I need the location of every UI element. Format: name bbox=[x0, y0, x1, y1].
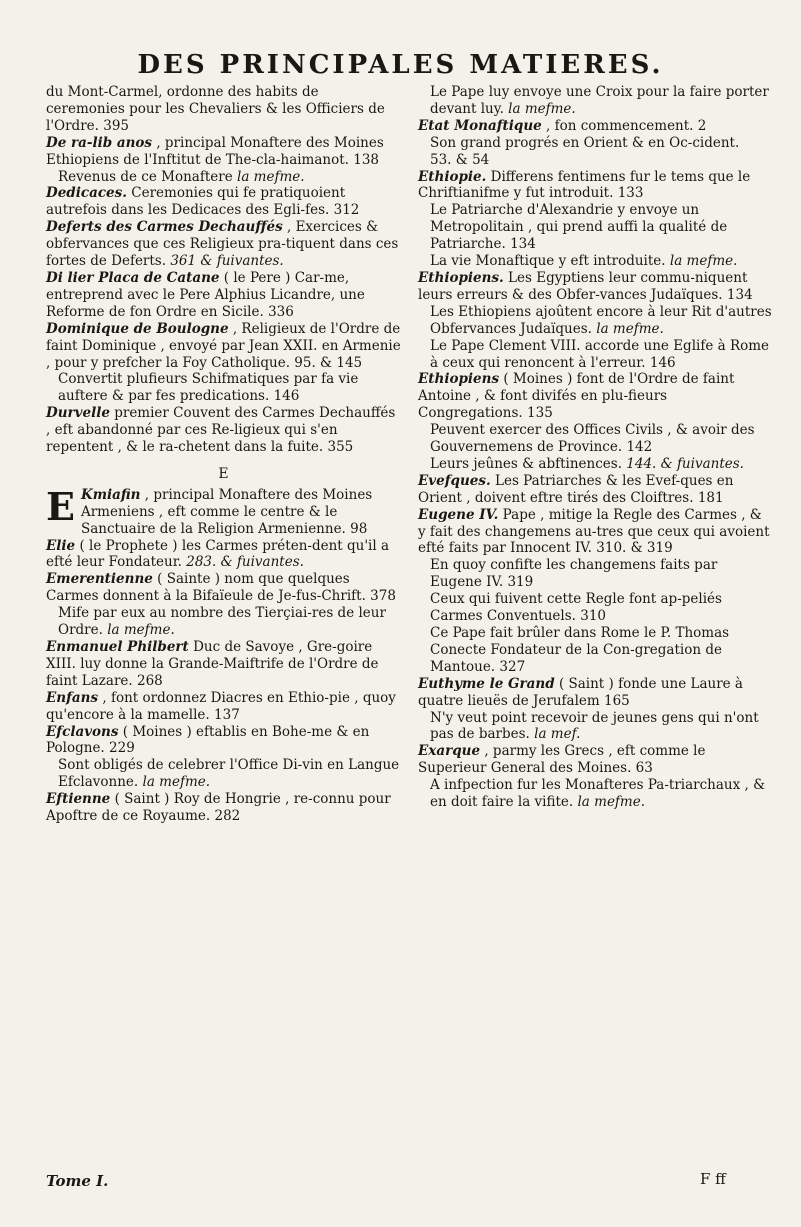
index-entry bbox=[46, 571, 401, 605]
page-reference: 327 bbox=[499, 658, 526, 675]
entry-heading: Dominique de Boulogne bbox=[46, 320, 229, 337]
volume-label: Tome I. bbox=[46, 1172, 109, 1190]
entry-heading: Enmanuel Philbert bbox=[46, 639, 189, 655]
entry-heading: Durvelle bbox=[46, 405, 110, 422]
entry-heading: De ra-lib anos bbox=[46, 134, 153, 151]
entry-text: Convertit plufieurs Schifmatiques par fa vie auftere & par fes predications. bbox=[58, 371, 359, 405]
index-entry bbox=[46, 483, 401, 538]
entry-heading: Eftienne bbox=[46, 791, 111, 808]
index-entry bbox=[418, 591, 773, 625]
entry-text: ( Saint ) fonde une Laure à quatre lieuës de Jerufalem bbox=[418, 675, 743, 709]
entry-text: Les Patriarches & les Evef-ques en Orient , doivent eftre tirés des Cloiftres. bbox=[418, 472, 734, 506]
entry-text: Le Pape luy envoye une Croix pour la faire porter devant luy. bbox=[430, 84, 769, 117]
entry-text: Le Pape Clement VIII. accorde une Eglife à Rome à ceux qui renoncent à l'erreur. bbox=[430, 337, 770, 371]
entry-text: Les Ethiopiens ajoûtent encore à leur Rit d'autres Obfervances Judaïques. bbox=[430, 303, 772, 337]
index-entry bbox=[418, 371, 773, 422]
page-reference: 229 bbox=[109, 740, 135, 757]
entry-text: , Exercices & obfervances que ces Religieux pra-tiquent dans ces fortes de Deferts. bbox=[46, 219, 399, 270]
entry-text: , font ordonnez Diacres en Ethio-pie , quoy qu'encore à la mamelle. bbox=[46, 689, 396, 723]
index-entry bbox=[418, 202, 773, 253]
entry-text: Ceremonies qui fe pratiquoient autrefois dans les Dedicaces des Egli-fes. bbox=[46, 185, 346, 219]
index-entry bbox=[418, 456, 773, 473]
entry-text: Les Egyptiens leur commu-niquent leurs erreurs & des Obfer-vances Judaïques. bbox=[418, 269, 748, 303]
index-entry bbox=[418, 84, 773, 118]
index-entry bbox=[46, 605, 401, 639]
page-reference: la mefme. bbox=[596, 320, 664, 337]
index-entry bbox=[418, 625, 773, 676]
index-entry bbox=[46, 791, 401, 825]
index-entry bbox=[46, 270, 401, 321]
index-entry bbox=[46, 169, 401, 186]
page-reference: 378 bbox=[370, 588, 396, 605]
entry-text: ( Sainte ) nom que quelques Carmes donnent à la Bifaïeule de Je-fus-Chrift. bbox=[46, 571, 366, 605]
index-entry bbox=[418, 507, 773, 558]
page-reference: 355 bbox=[327, 439, 354, 456]
left-column bbox=[46, 84, 401, 825]
entry-text: Peuvent exercer des Offices Civils , & avoir des Gouvernemens de Province. bbox=[430, 422, 755, 456]
entry-text: du Mont-Carmel, ordonne des habits de ceremonies pour les Chevaliers & les Officiers de l'Ordre. bbox=[46, 84, 385, 134]
right-column bbox=[418, 84, 773, 811]
page-reference: 310 bbox=[580, 608, 607, 625]
page-reference: 395 bbox=[103, 117, 130, 134]
entry-text: , principal Monaftere des Moines Armeniens , eft comme le centre & le Sanctuaire de la Religion Armenienne. bbox=[80, 486, 373, 537]
page-reference: la mefme. bbox=[237, 168, 305, 185]
page-reference: 268 bbox=[136, 672, 163, 689]
index-entry bbox=[418, 338, 773, 372]
entry-text: , parmy les Grecs , eft comme le Superieur General des Moines. bbox=[418, 743, 706, 777]
index-entry bbox=[46, 135, 401, 169]
entry-text: Sont obligés de celebrer l'Office Di-vin en Langue Efclavonne. bbox=[58, 757, 400, 791]
page-reference: 135 bbox=[527, 405, 553, 422]
entry-text: Ce Pape fait brûler dans Rome le P. Thomas Conecte Fondateur de la Con-gregation de Mantoue. bbox=[430, 625, 730, 675]
index-entry bbox=[46, 639, 401, 690]
index-entry bbox=[46, 538, 401, 572]
page-reference: 283. & fuivantes. bbox=[186, 554, 304, 571]
index-entry bbox=[46, 219, 401, 270]
section-letter: E bbox=[218, 465, 229, 482]
index-entry bbox=[46, 84, 401, 135]
entry-text: Mife par eux au nombre des Tierçiai-res de leur Ordre. bbox=[58, 605, 386, 639]
entry-heading: Euthyme le Grand bbox=[418, 675, 555, 692]
page-reference: 95. & 145 bbox=[294, 354, 363, 371]
entry-text: Son grand progrés en Orient & en Oc-cident. bbox=[430, 134, 740, 151]
page-reference: 144. & fuivantes. bbox=[626, 455, 744, 472]
index-entry bbox=[418, 270, 773, 304]
entry-heading: Ethiopie. bbox=[418, 168, 487, 185]
index-entry bbox=[418, 676, 773, 710]
entry-heading: Etat Monaftique bbox=[418, 117, 542, 134]
entry-text: ( le Prophete ) les Carmes préten-dent qu'il a efté leur Fondateur. bbox=[46, 537, 390, 571]
entry-text: premier Couvent des Carmes Dechauffés , eft abandonné par ces Re-ligieux qui s'en repentent , & le ra-chetent dans la fuite. bbox=[46, 405, 396, 456]
entry-text: La vie Monaftique y eft introduite. bbox=[430, 253, 666, 270]
page-reference: 146 bbox=[649, 354, 676, 371]
page-reference: 312 bbox=[333, 202, 360, 219]
page-reference: 336 bbox=[268, 303, 294, 320]
page-reference: 146 bbox=[273, 388, 300, 405]
page-reference: la mefme. bbox=[577, 794, 646, 811]
entry-heading: Elie bbox=[46, 537, 76, 554]
drop-capital: E bbox=[46, 483, 75, 529]
entry-text: N'y veut point recevoir de jeunes gens qui n'ont pas de barbes. bbox=[430, 709, 759, 743]
entry-text: , Religieux de l'Ordre de faint Dominique , envoyé par Jean XXII. en Armenie , pour y prefcher la Foy Catholique. bbox=[46, 320, 401, 371]
entry-text: Ceux qui fuivent cette Regle font ap-peliés Carmes Conventuels. bbox=[430, 591, 722, 625]
entry-heading: Dedicaces. bbox=[46, 185, 127, 202]
index-entry bbox=[418, 253, 773, 270]
signature-mark: F ff bbox=[700, 1170, 726, 1188]
entry-text: Leurs jeûnes & abftinences. bbox=[430, 455, 622, 472]
page-reference: la mef. bbox=[534, 726, 581, 743]
page-reference: 133 bbox=[617, 185, 644, 202]
entry-text: ( Moines ) font de l'Ordre de faint Antoine , & font divifés en plu-fieurs Congregations. bbox=[418, 371, 735, 422]
entry-heading: Emerentienne bbox=[46, 571, 153, 588]
index-entry bbox=[418, 743, 773, 777]
page-reference: la mefme. bbox=[107, 622, 175, 639]
page-reference: 142 bbox=[626, 439, 653, 456]
entry-heading: Eugene IV. bbox=[418, 506, 499, 523]
page-reference: 165 bbox=[604, 692, 630, 709]
index-entry bbox=[46, 185, 401, 219]
index-entry bbox=[418, 304, 773, 338]
entry-heading: Ethiopiens. bbox=[418, 269, 504, 286]
page-reference: 134 bbox=[726, 286, 753, 303]
index-entry bbox=[418, 118, 773, 135]
entry-text: , fon commencement. bbox=[546, 117, 694, 134]
index-entry bbox=[46, 405, 401, 456]
page-reference: 319 bbox=[507, 574, 534, 591]
entry-heading: Deferts des Carmes Dechauffés bbox=[46, 219, 283, 236]
index-entry bbox=[418, 710, 773, 744]
entry-text: ( Saint ) Roy de Hongrie , re-connu pour Apoftre de ce Royaume. bbox=[46, 791, 391, 825]
index-entry bbox=[46, 321, 401, 372]
entry-heading: Efclavons bbox=[46, 723, 119, 740]
entry-text: Le Patriarche d'Alexandrie y envoye un Metropolitain , qui prend auffi la qualité de Patriarche. bbox=[430, 202, 728, 253]
index-entry bbox=[418, 422, 773, 456]
entry-text: , principal Monaftere des Moines Ethiopiens de l'Inftitut de The-cla-haimanot. bbox=[46, 134, 384, 168]
page-reference: 2 bbox=[697, 117, 707, 134]
entry-text: A infpection fur les Monafteres Pa-triarchaux , & en doit faire la vifite. bbox=[430, 777, 766, 811]
index-entry bbox=[418, 777, 773, 811]
page-reference: 138 bbox=[353, 151, 380, 168]
entry-heading: Enfans bbox=[46, 689, 99, 706]
entry-text: ( Moines ) eftablis en Bohe-me & en Pologne. bbox=[46, 723, 370, 757]
running-header: DES PRINCIPALES MATIERES. bbox=[137, 50, 664, 80]
page-reference: 361 & fuivantes. bbox=[170, 253, 284, 270]
entry-heading: Di lier Placa de Catane bbox=[46, 269, 220, 286]
page-reference: 282 bbox=[214, 808, 241, 825]
index-entry bbox=[418, 135, 773, 169]
entry-text: Duc de Savoye , Gre-goire XIII. luy donne la Grande-Maiftrife de l'Ordre de faint Lazare. bbox=[46, 639, 379, 689]
entry-heading: Kmiafin bbox=[80, 486, 141, 503]
page-reference: 134 bbox=[510, 236, 536, 253]
index-entry bbox=[418, 557, 773, 591]
index-entry bbox=[418, 473, 773, 507]
entry-text: Differens fentimens fur le tems que le Chriftianifme y fut introduit. bbox=[418, 168, 751, 202]
page-reference: 53. & 54 bbox=[430, 151, 490, 168]
index-entry bbox=[418, 169, 773, 203]
index-entry bbox=[46, 371, 401, 405]
page-reference: 98 bbox=[350, 520, 368, 537]
index-entry bbox=[46, 724, 401, 758]
entry-heading: Evefques. bbox=[418, 472, 491, 489]
entry-text: En quoy confifte les changemens faits par Eugene IV. bbox=[430, 557, 718, 591]
entry-text: Pape , mitige la Regle des Carmes , & y fait des changemens au-tres que ceux qui avoient efté faits par Innocent IV. bbox=[418, 506, 770, 557]
page-reference: la mefme. bbox=[508, 100, 576, 117]
index-entry bbox=[46, 690, 401, 724]
entry-text: Revenus de ce Monaftere bbox=[58, 168, 233, 185]
page-reference: la mefme. bbox=[669, 253, 738, 270]
index-entry bbox=[46, 757, 401, 791]
page-reference: 63 bbox=[635, 760, 653, 777]
entry-heading: Exarque bbox=[418, 743, 481, 760]
entry-heading: Ethiopiens bbox=[418, 371, 500, 388]
page-reference: la mefme. bbox=[142, 774, 211, 791]
page-reference: 310. & 319 bbox=[596, 540, 673, 557]
page-reference: 181 bbox=[697, 489, 724, 506]
page-reference: 137 bbox=[214, 706, 240, 723]
entry-text: ( le Pere ) Car-me, entreprend avec le Pere Alphius Licandre, une Reforme de fon Ordre en Sicile. bbox=[46, 269, 365, 320]
